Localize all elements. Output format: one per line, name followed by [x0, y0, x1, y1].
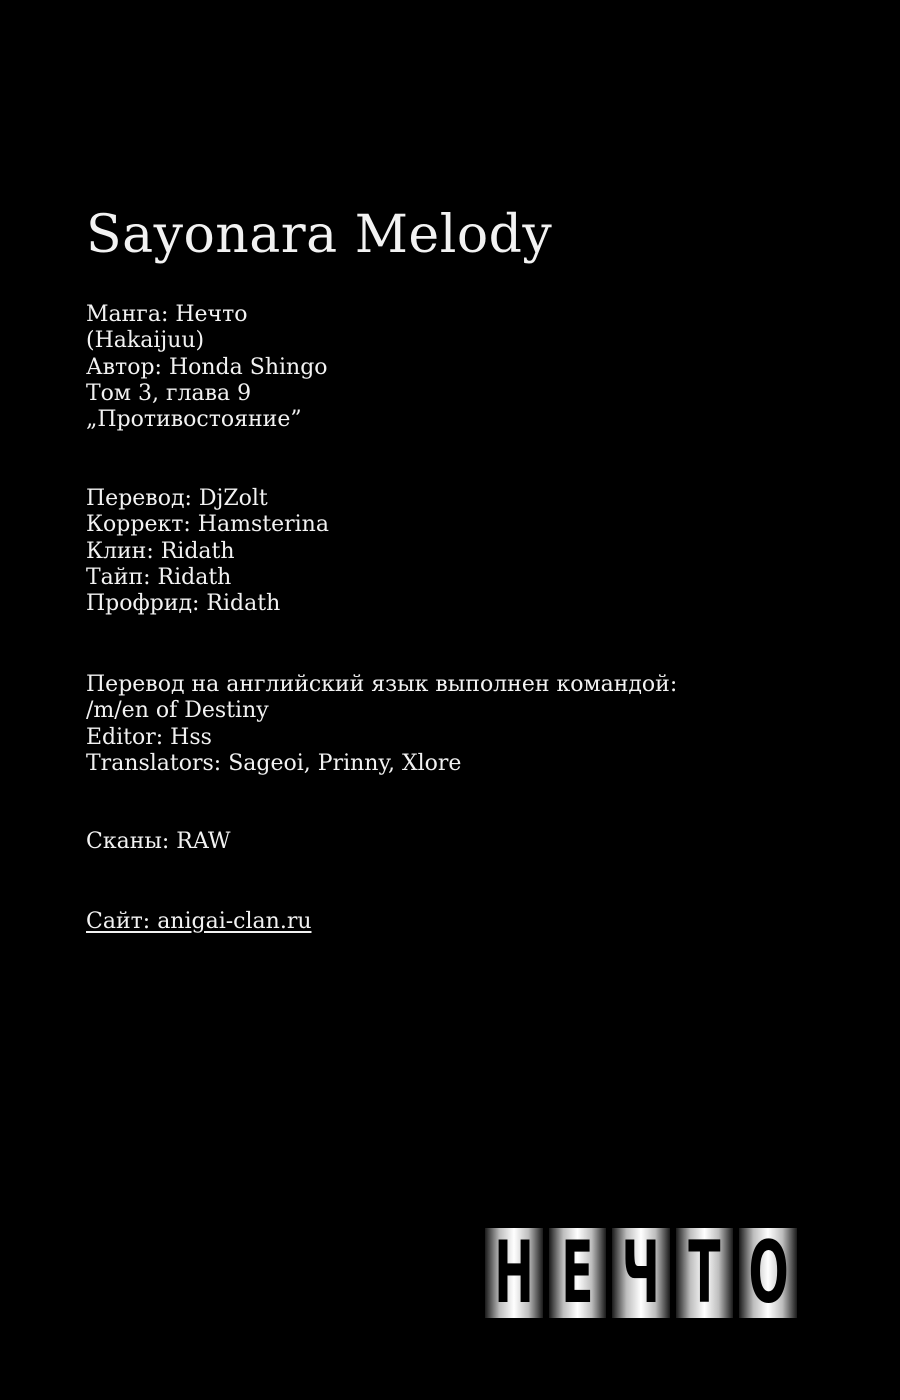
manga-info-line: Автор: Honda Shingo — [86, 354, 328, 380]
scans-block — [86, 829, 230, 855]
logo-letter: Е — [549, 1228, 607, 1318]
manga-info-line: Манга: Нечто — [86, 302, 248, 327]
manga-info-line: (Hakaijuu) — [86, 328, 205, 354]
english-translation-block — [86, 672, 677, 777]
logo-letter: Н — [485, 1228, 543, 1318]
manga-info-line: Том 3, глава 9 — [86, 380, 252, 406]
manga-info-line: „Противостояние” — [86, 407, 302, 433]
english-translation-line: Перевод на английский язык выполнен командой: — [86, 672, 678, 697]
team-credit-line: Клин: Ridath — [86, 538, 235, 564]
team-credit-line: Тайп: Ridath — [86, 564, 232, 590]
english-translation-line: Editor: Hss — [86, 724, 212, 750]
page-title: Sayonara Melody — [86, 205, 553, 265]
scans-line: Сканы: RAW — [86, 829, 231, 854]
logo — [485, 1228, 797, 1318]
team-credit-line: Профрид: Ridath — [86, 591, 281, 617]
logo-letter: О — [739, 1228, 797, 1318]
team-credit-line: Перевод: DjZolt — [86, 486, 268, 511]
team-credit-line: Коррект: Hamsterina — [86, 512, 329, 538]
manga-info-block — [86, 302, 328, 433]
english-translation-line: Translators: Sageoi, Prinny, Xlore — [86, 750, 462, 776]
english-translation-line: /m/en of Destiny — [86, 698, 269, 724]
team-credits-block — [86, 486, 329, 617]
logo-letter: Т — [676, 1228, 734, 1318]
site-link[interactable]: Сайт: anigai-clan.ru — [86, 909, 312, 934]
logo-letter: Ч — [612, 1228, 670, 1318]
